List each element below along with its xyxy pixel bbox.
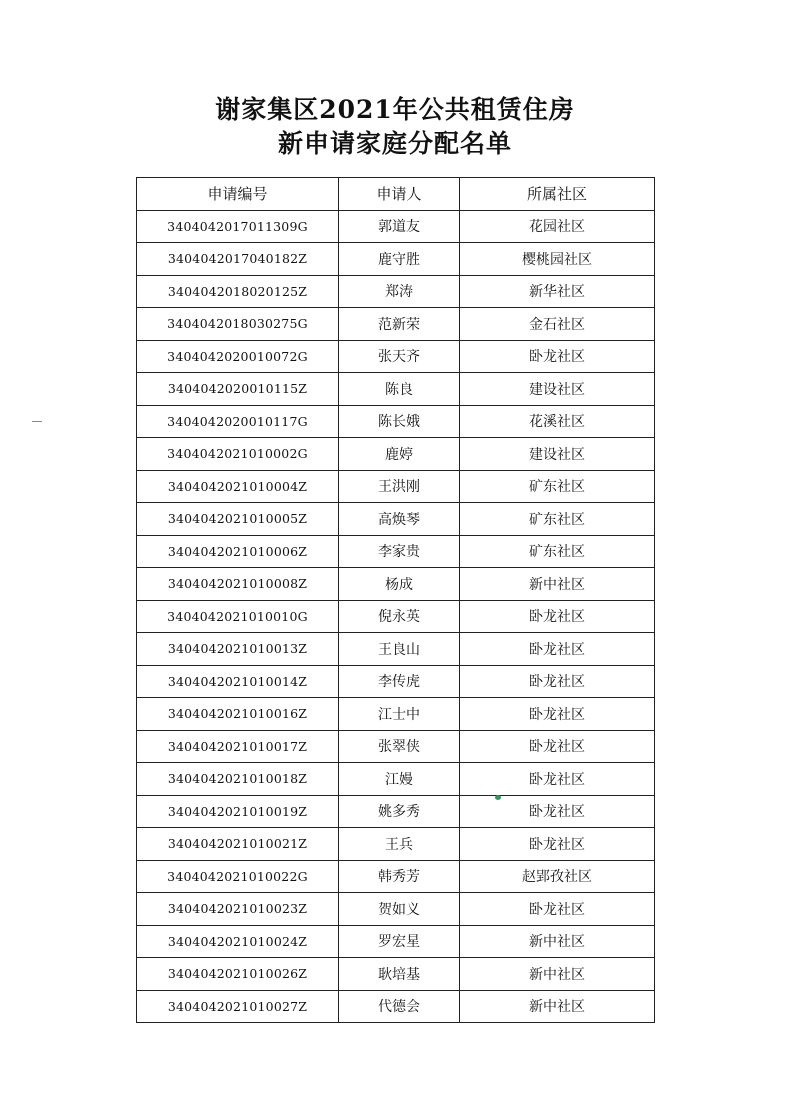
- application-number-cell: 3404042021010010G: [137, 600, 339, 633]
- application-number-cell: 3404042021010017Z: [137, 730, 339, 763]
- community-cell: 卧龙社区: [460, 893, 655, 926]
- application-number-cell: 3404042021010019Z: [137, 795, 339, 828]
- applicant-name-cell: 鹿婷: [339, 438, 460, 471]
- community-cell: 卧龙社区: [460, 698, 655, 731]
- community-cell: 赵郢孜社区: [460, 860, 655, 893]
- community-cell: 新中社区: [460, 958, 655, 991]
- applicant-name-cell: 杨成: [339, 568, 460, 601]
- community-cell: 矿东社区: [460, 470, 655, 503]
- table-row: [137, 958, 655, 991]
- table-row: [137, 698, 655, 731]
- table-row: [137, 405, 655, 438]
- table-row: [137, 308, 655, 341]
- table-row: [137, 633, 655, 666]
- applicant-name-cell: 代德会: [339, 990, 460, 1023]
- application-number-cell: 3404042021010005Z: [137, 503, 339, 536]
- table-row: [137, 795, 655, 828]
- applicant-name-cell: 范新荣: [339, 308, 460, 341]
- applicant-name-cell: 倪永英: [339, 600, 460, 633]
- applicant-name-cell: 张天齐: [339, 340, 460, 373]
- table-row: [137, 860, 655, 893]
- applicant-name-cell: 耿培基: [339, 958, 460, 991]
- applicant-name-cell: 姚多秀: [339, 795, 460, 828]
- application-number-cell: 3404042021010004Z: [137, 470, 339, 503]
- table-row: [137, 763, 655, 796]
- header-applicant: 申请人: [339, 178, 460, 211]
- allocation-table: [136, 177, 655, 1023]
- community-cell: 金石社区: [460, 308, 655, 341]
- applicant-name-cell: 江士中: [339, 698, 460, 731]
- community-cell: 花园社区: [460, 210, 655, 243]
- community-cell: 卧龙社区: [460, 828, 655, 861]
- application-number-cell: 3404042021010014Z: [137, 665, 339, 698]
- application-number-cell: 3404042021010021Z: [137, 828, 339, 861]
- application-number-cell: 3404042021010006Z: [137, 535, 339, 568]
- margin-mark: [32, 421, 42, 422]
- community-cell: 新中社区: [460, 925, 655, 958]
- community-cell: 花溪社区: [460, 405, 655, 438]
- community-cell: 卧龙社区: [460, 633, 655, 666]
- community-cell: 卧龙社区: [460, 763, 655, 796]
- application-number-cell: 3404042021010027Z: [137, 990, 339, 1023]
- community-cell: 樱桃园社区: [460, 243, 655, 276]
- community-cell: 新华社区: [460, 275, 655, 308]
- applicant-name-cell: 鹿守胜: [339, 243, 460, 276]
- table-body: [137, 210, 655, 1023]
- application-number-cell: 3404042021010022G: [137, 860, 339, 893]
- applicant-name-cell: 李家贵: [339, 535, 460, 568]
- applicant-name-cell: 江嫚: [339, 763, 460, 796]
- community-cell: 卧龙社区: [460, 340, 655, 373]
- applicant-name-cell: 罗宏星: [339, 925, 460, 958]
- community-cell: 卧龙社区: [460, 665, 655, 698]
- application-number-cell: 3404042017040182Z: [137, 243, 339, 276]
- application-number-cell: 3404042021010016Z: [137, 698, 339, 731]
- ink-speck: [495, 795, 501, 800]
- document-title: 谢家集区2021年公共租赁住房: [215, 95, 575, 124]
- application-number-cell: 3404042020010117G: [137, 405, 339, 438]
- applicant-name-cell: 李传虎: [339, 665, 460, 698]
- table-row: [137, 243, 655, 276]
- header-community: 所属社区: [460, 178, 655, 211]
- document-subtitle: 新申请家庭分配名单: [277, 129, 512, 158]
- table-row: [137, 990, 655, 1023]
- table-row: [137, 665, 655, 698]
- community-cell: 新中社区: [460, 568, 655, 601]
- application-number-cell: 3404042021010002G: [137, 438, 339, 471]
- table-row: [137, 438, 655, 471]
- applicant-name-cell: 高焕琴: [339, 503, 460, 536]
- community-cell: 矿东社区: [460, 503, 655, 536]
- table-header-row: [137, 178, 655, 211]
- applicant-name-cell: 王洪刚: [339, 470, 460, 503]
- applicant-name-cell: 王良山: [339, 633, 460, 666]
- community-cell: 卧龙社区: [460, 730, 655, 763]
- table-row: [137, 275, 655, 308]
- table-row: [137, 373, 655, 406]
- application-number-cell: 3404042018020125Z: [137, 275, 339, 308]
- community-cell: 卧龙社区: [460, 795, 655, 828]
- table-row: [137, 600, 655, 633]
- application-number-cell: 3404042021010013Z: [137, 633, 339, 666]
- community-cell: 建设社区: [460, 438, 655, 471]
- application-number-cell: 3404042021010018Z: [137, 763, 339, 796]
- community-cell: 卧龙社区: [460, 600, 655, 633]
- community-cell: 建设社区: [460, 373, 655, 406]
- table-row: [137, 470, 655, 503]
- table-row: [137, 893, 655, 926]
- community-cell: 新中社区: [460, 990, 655, 1023]
- community-cell: 矿东社区: [460, 535, 655, 568]
- applicant-name-cell: 郭道友: [339, 210, 460, 243]
- table-row: [137, 503, 655, 536]
- application-number-cell: 3404042017011309G: [137, 210, 339, 243]
- application-number-cell: 3404042021010023Z: [137, 893, 339, 926]
- application-number-cell: 3404042020010072G: [137, 340, 339, 373]
- applicant-name-cell: 陈长娥: [339, 405, 460, 438]
- header-application-number: 申请编号: [137, 178, 339, 211]
- applicant-name-cell: 韩秀芳: [339, 860, 460, 893]
- application-number-cell: 3404042020010115Z: [137, 373, 339, 406]
- applicant-name-cell: 陈良: [339, 373, 460, 406]
- application-number-cell: 3404042018030275G: [137, 308, 339, 341]
- table-row: [137, 925, 655, 958]
- table-row: [137, 568, 655, 601]
- applicant-name-cell: 贺如义: [339, 893, 460, 926]
- application-number-cell: 3404042021010024Z: [137, 925, 339, 958]
- application-number-cell: 3404042021010008Z: [137, 568, 339, 601]
- applicant-name-cell: 王兵: [339, 828, 460, 861]
- table-row: [137, 828, 655, 861]
- applicant-name-cell: 郑涛: [339, 275, 460, 308]
- table-row: [137, 210, 655, 243]
- table-row: [137, 535, 655, 568]
- application-number-cell: 3404042021010026Z: [137, 958, 339, 991]
- table-row: [137, 730, 655, 763]
- table-row: [137, 340, 655, 373]
- applicant-name-cell: 张翠侠: [339, 730, 460, 763]
